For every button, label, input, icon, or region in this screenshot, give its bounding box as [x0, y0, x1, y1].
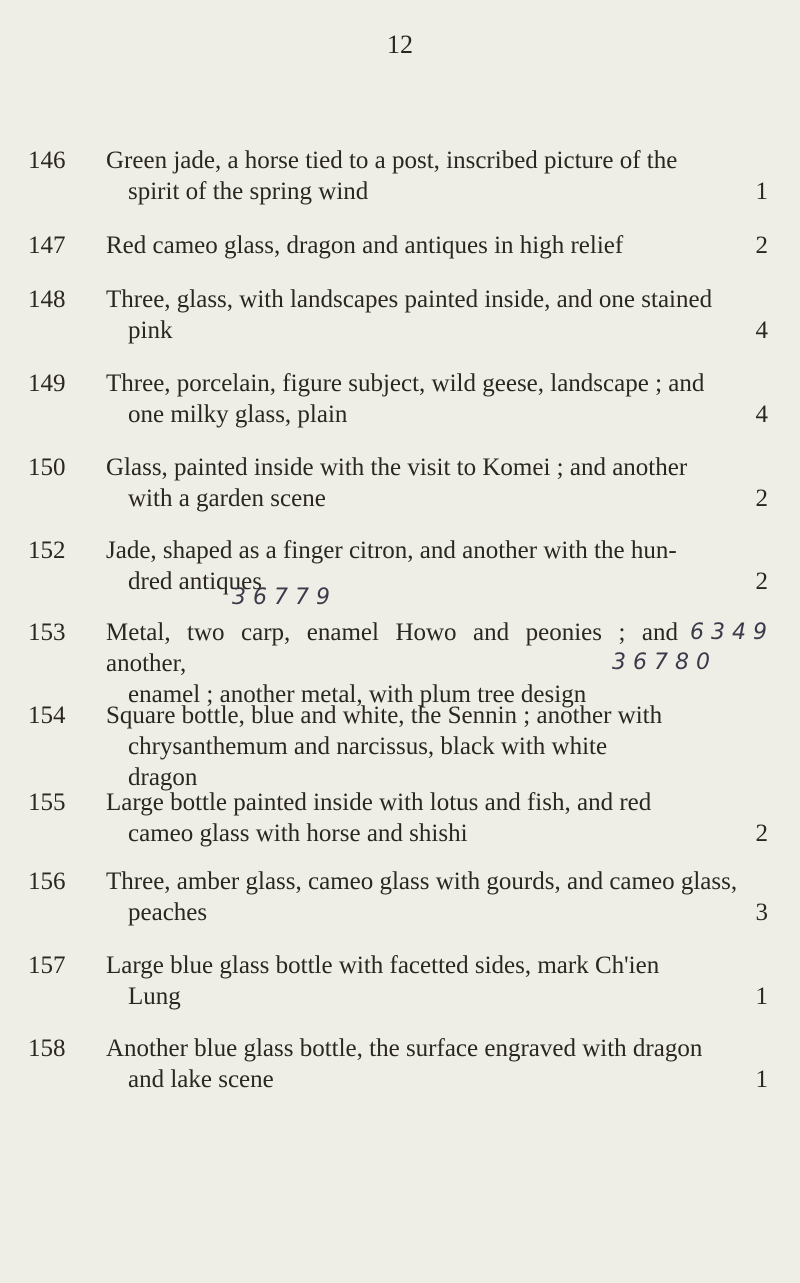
quantity: 1	[755, 178, 768, 205]
quantity: 2	[755, 485, 768, 512]
entry-text: Green jade, a horse tied to a post, inscribed picture of the	[106, 147, 678, 174]
entry-text: Square bottle, blue and white, the Sennin ; another with	[106, 702, 663, 729]
quantity: 3	[755, 899, 768, 926]
entry-text-cont: and lake scene	[128, 1066, 274, 1093]
entry-text-cont: spirit of the spring wind	[128, 178, 369, 205]
catalogue-entry	[28, 145, 768, 207]
entry-text-cont: chrysanthemum and narcissus, black with white	[128, 733, 608, 760]
lot-number: 156	[28, 868, 66, 895]
catalogue-entry	[28, 284, 768, 346]
catalogue-entry	[28, 230, 768, 261]
lot-number: 152	[28, 537, 66, 564]
lot-number: 148	[28, 286, 66, 313]
catalogue-entry	[28, 452, 768, 514]
lot-number: 154	[28, 702, 66, 729]
handwritten-note: 6 3 4 9	[690, 620, 767, 645]
entry-text-cont: dred antiques	[128, 568, 262, 595]
entry-text: Large bottle painted inside with lotus and fish, and red	[106, 789, 652, 816]
quantity: 1	[755, 983, 768, 1010]
catalogue-entry	[28, 950, 768, 1012]
entry-text: Jade, shaped as a finger citron, and another with the hun-	[106, 537, 677, 564]
entry-text: Three, amber glass, cameo glass with gourds, and cameo glass,	[106, 868, 738, 895]
entry-text-cont: pink	[128, 317, 173, 344]
quantity: 4	[755, 401, 768, 428]
lot-number: 150	[28, 454, 66, 481]
catalogue-entry	[28, 787, 768, 849]
lot-number: 155	[28, 789, 66, 816]
catalogue-entry	[28, 535, 768, 597]
lot-number: 153	[28, 619, 66, 646]
handwritten-note: 3 6 7 7 9	[232, 585, 330, 610]
entry-text: Glass, painted inside with the visit to Komei ; and another	[106, 454, 688, 481]
entry-text: Another blue glass bottle, the surface engraved with dragon	[106, 1035, 703, 1062]
catalogue-entry	[28, 1033, 768, 1095]
quantity: 1	[755, 1066, 768, 1093]
catalogue-entry	[28, 866, 768, 928]
entry-text-cont: with a garden scene	[128, 485, 326, 512]
lot-number: 157	[28, 952, 66, 979]
quantity: 4	[755, 317, 768, 344]
entry-text-cont: one milky glass, plain	[128, 401, 348, 428]
quantity: 2	[755, 568, 768, 595]
lot-number: 147	[28, 232, 66, 259]
page-number: 12	[387, 30, 413, 59]
entry-text-cont: enamel ; another metal, with plum tree design	[128, 681, 587, 708]
lot-number: 158	[28, 1035, 66, 1062]
entry-text: Large blue glass bottle with facetted sides, mark Ch'ien	[106, 952, 660, 979]
entry-text: Three, porcelain, figure subject, wild geese, landscape ; and	[106, 370, 705, 397]
entry-text-cont: peaches	[128, 899, 208, 926]
entry-text-cont: cameo glass with horse and shishi	[128, 820, 468, 847]
entry-text-cont: Lung	[128, 983, 181, 1010]
quantity: 2	[755, 820, 768, 847]
quantity: 2	[755, 232, 768, 259]
handwritten-note: 3 6 7 8 0	[612, 650, 710, 675]
entry-text-cont: dragon	[128, 764, 198, 791]
entry-text: Three, glass, with landscapes painted inside, and one stained	[106, 286, 713, 313]
entry-text: Red cameo glass, dragon and antiques in high relief	[106, 232, 624, 259]
entry-text: Metal, two carp, enamel Howo and peonies ; and another,	[106, 619, 678, 677]
lot-number: 149	[28, 370, 66, 397]
catalogue-entry	[28, 700, 768, 793]
catalogue-entry	[28, 368, 768, 430]
lot-number: 146	[28, 147, 66, 174]
